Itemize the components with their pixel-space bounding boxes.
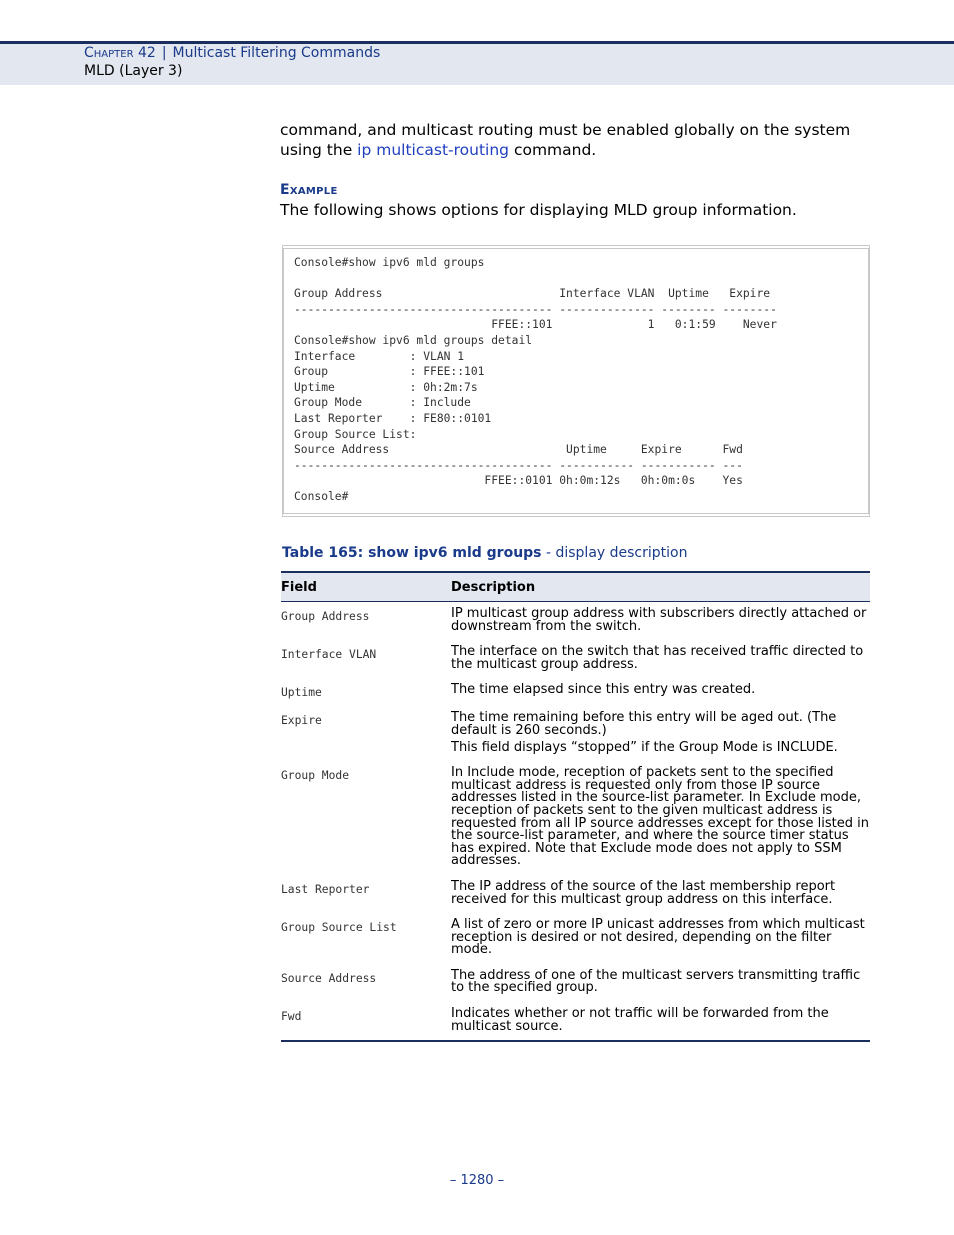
field-name: Group Source List xyxy=(281,921,397,935)
table-row xyxy=(281,640,870,678)
description-paragraph: In Include mode, reception of packets sent to the specified multicast address is requested only from those IP source addresses listed in the source-list parameter. In Exclude mode, reception of packets sent to the given multicast address is requested from all IP source addresses except for those listed in the source-list parameter, and where the source timer status has expired. Note that Exclude mode does not apply to SSM addresses. xyxy=(451,765,869,869)
table-row xyxy=(281,913,870,964)
field-name: Expire xyxy=(281,714,322,728)
header-description: Description xyxy=(451,579,536,595)
description-paragraph: IP multicast group address with subscribers directly attached or downstream from the switch. xyxy=(451,606,867,634)
table-row xyxy=(281,1002,870,1040)
table-row xyxy=(281,678,870,706)
field-description xyxy=(451,878,870,907)
table-caption-number: Table 165: show ipv6 mld groups xyxy=(282,545,542,561)
description-paragraph: Indicates whether or not traffic will be forwarded from the multicast source. xyxy=(451,1006,829,1034)
field-description xyxy=(451,1008,870,1033)
intro-paragraph xyxy=(280,120,870,160)
example-text: The following shows options for displaying MLD group information. xyxy=(280,201,797,219)
intro-text-after: command. xyxy=(509,141,597,159)
field-name: Uptime xyxy=(281,686,322,700)
field-name: Group Address xyxy=(281,610,370,623)
description-paragraph: The address of one of the multicast servers transmitting traffic to the specified group. xyxy=(451,967,861,996)
description-paragraph: The interface on the switch that has received traffic directed to the multicast group address. xyxy=(451,644,864,672)
table-caption-suffix: - display description xyxy=(541,545,688,561)
field-name: Interface VLAN xyxy=(281,648,377,662)
field-description xyxy=(451,646,870,671)
example-heading: Example xyxy=(280,182,338,198)
table-row xyxy=(281,706,870,761)
description-paragraph: The IP address of the source of the last membership report received for this multicast group address on this interface. xyxy=(451,878,836,907)
description-paragraph: The time remaining before this entry will be aged out. (The default is 260 seconds.) xyxy=(451,710,837,738)
header-field: Field xyxy=(281,579,317,595)
field-description xyxy=(451,608,870,633)
field-description xyxy=(451,684,870,699)
field-description xyxy=(451,919,870,957)
table-row xyxy=(281,761,870,875)
table-row xyxy=(281,964,870,1002)
chapter-separator: | xyxy=(161,45,167,61)
intro-text-before: command, and multicast routing must be enabled globally on the system using the xyxy=(280,121,851,159)
description-table xyxy=(281,571,870,1042)
table-caption xyxy=(282,545,687,561)
table-row xyxy=(281,875,870,913)
description-paragraph: This field displays “stopped” if the Group Mode is INCLUDE. xyxy=(451,739,838,755)
console-output: Console#show ipv6 mld groups Group Address Interface VLAN Uptime Expire -------------------------------------- -------------- -------- -------- FFEE::101 1 0:1:59 Never Console#show ipv6 mld groups detail Interface : VLAN 1 Group : FFEE::101 Uptime : 0h:2m:7s Group Mode : Include Last Reporter : FE80::0101 Group Source List: Source Address Uptime Expire Fwd -------------------------------------- ----------- ----------- --- FFEE::0101 0h:0m:12s 0h:0m:0s Yes Console# xyxy=(294,256,777,503)
description-paragraph: The time elapsed since this entry was created. xyxy=(451,682,756,698)
chapter-heading xyxy=(84,45,380,61)
field-description xyxy=(451,767,870,868)
page-number: – 1280 – xyxy=(449,1173,505,1188)
table-row xyxy=(281,602,870,640)
chapter-title: Multicast Filtering Commands xyxy=(172,45,381,61)
field-name: Fwd xyxy=(281,1010,302,1024)
chapter-label: Chapter 42 xyxy=(84,45,156,61)
table-body xyxy=(281,602,870,1040)
field-name: Source Address xyxy=(281,971,377,985)
field-name: Group Mode xyxy=(281,769,350,783)
field-description xyxy=(451,967,870,996)
table-header xyxy=(281,573,870,602)
description-paragraph: A list of zero or more IP unicast addresses from which multicast reception is desired or not desired, depending on the filter mode. xyxy=(451,917,865,958)
ip-multicast-routing-link[interactable]: ip multicast-routing xyxy=(357,141,510,159)
field-name: Last Reporter xyxy=(281,882,370,896)
section-title: MLD (Layer 3) xyxy=(84,63,183,79)
field-description xyxy=(451,712,870,754)
